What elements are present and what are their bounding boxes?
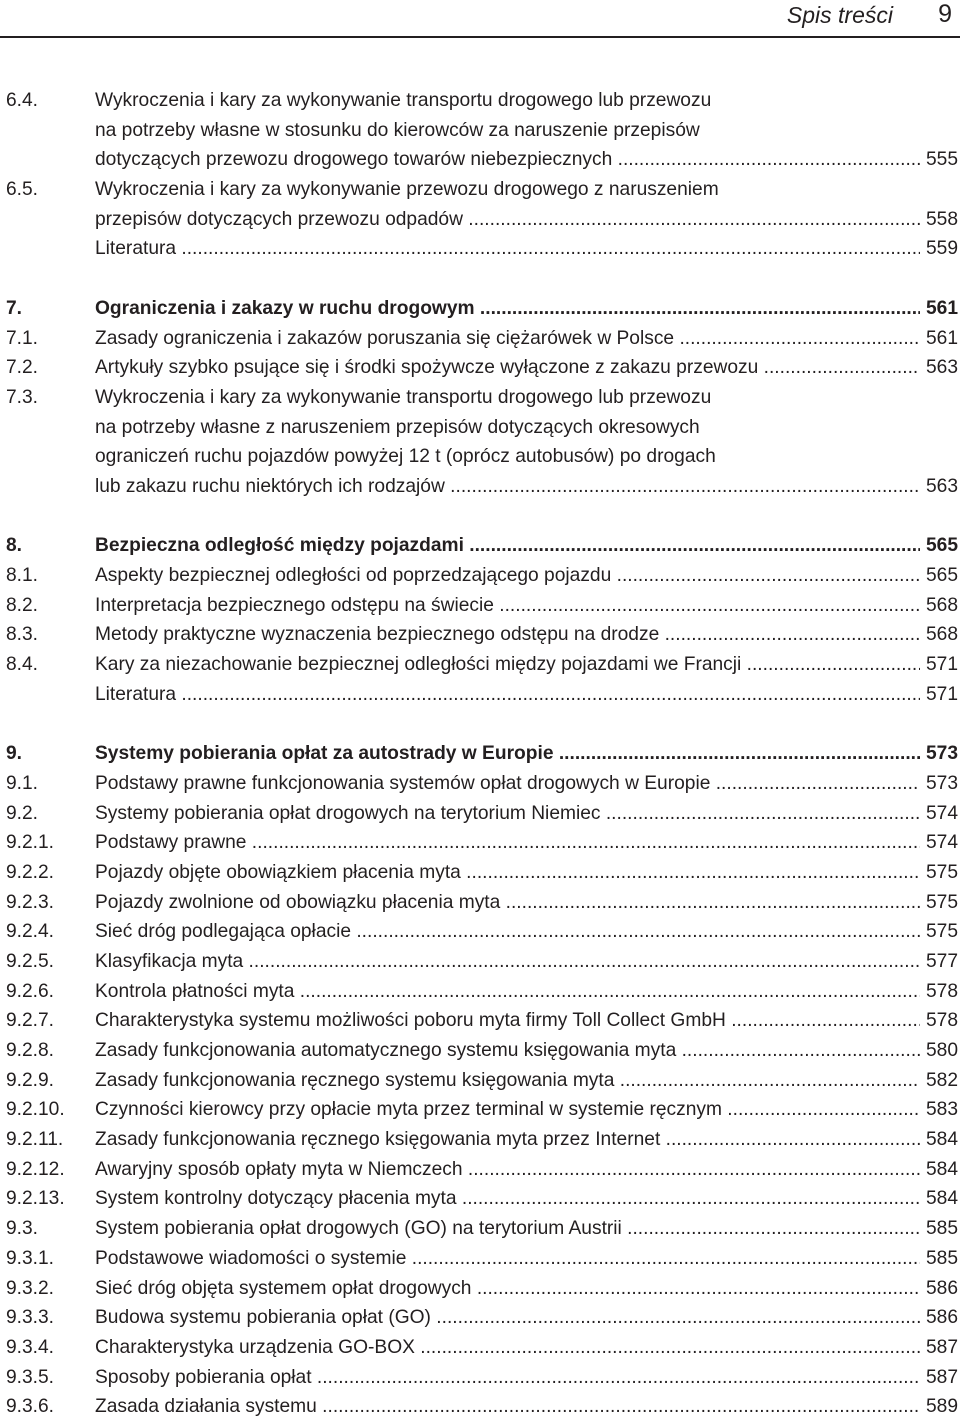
toc-entry-title: na potrzeby własne z naruszeniem przepisów dotyczących okresowych	[95, 416, 700, 438]
page-header	[0, 0, 960, 36]
header-divider	[0, 36, 960, 38]
toc-entry-page: 585	[922, 1214, 958, 1244]
toc-entry[interactable]	[0, 947, 960, 977]
toc-entry-title: Podstawy prawne .....	[95, 828, 920, 858]
toc-entry-number: 9.3.6.	[6, 1396, 55, 1418]
toc-entry-title: Zasady funkcjonowania ręcznego systemu księgowania myta .....	[95, 1066, 920, 1096]
toc-entry-page: 574	[922, 799, 958, 829]
toc-entry-title: Klasyfikacja myta .....	[95, 947, 920, 977]
toc-entry-continuation	[0, 383, 960, 413]
toc-entry[interactable]	[0, 977, 960, 1007]
toc-entry-title: Wykroczenia i kary za wykonywanie transportu drogowego lub przewozu	[95, 386, 712, 408]
toc-entry-page: 586	[922, 1274, 958, 1304]
toc-entry-title: dotyczących przewozu drogowego towarów niebezpiecznych .....	[95, 145, 920, 175]
toc-entry-number: 9.3.	[6, 1218, 39, 1240]
toc-entry[interactable]	[0, 205, 960, 235]
toc-entry[interactable]	[0, 324, 960, 354]
toc-entry[interactable]	[0, 531, 960, 561]
toc-entry[interactable]	[0, 1333, 960, 1363]
section-gap	[0, 709, 960, 739]
toc-entry-number: 9.2.1.	[6, 832, 55, 854]
running-title: Spis treści	[786, 2, 893, 28]
toc-entry[interactable]	[0, 561, 960, 591]
toc-entry-page: 575	[922, 858, 958, 888]
toc-entry-number: 9.3.4.	[6, 1336, 55, 1358]
toc-entry-title: Zasady funkcjonowania ręcznego księgowania myta przez Internet .....	[95, 1125, 920, 1155]
toc-entry-number: 9.2.8.	[6, 1040, 55, 1061]
toc-entry-title: Budowa systemu pobierania opłat (GO) .....	[95, 1303, 920, 1333]
toc-entry-number: 9.1.	[6, 772, 39, 794]
toc-entry[interactable]	[0, 1066, 960, 1096]
toc-entry-title: Zasada działania systemu .....	[95, 1392, 920, 1422]
toc-entry-page: 580	[922, 1036, 958, 1066]
toc-entry[interactable]	[0, 858, 960, 888]
toc-entry-number: 9.2.9.	[6, 1069, 55, 1091]
toc-entry-continuation	[0, 116, 960, 146]
toc-entry-page: 574	[922, 828, 958, 858]
toc-entry[interactable]	[0, 1125, 960, 1155]
toc-entry-page: 565	[922, 531, 958, 561]
toc-entry-number: 9.2.	[6, 802, 39, 824]
toc-entry[interactable]	[0, 650, 960, 680]
toc-entry-number: 9.3.5.	[6, 1366, 55, 1388]
toc-entry-page: 578	[922, 1006, 958, 1036]
toc-entry-number: 9.2.11.	[6, 1129, 64, 1151]
toc-entry-page: 577	[922, 947, 958, 977]
toc-entry-page: 565	[922, 561, 958, 591]
toc-entry-title: Wykroczenia i kary za wykonywanie transportu drogowego lub przewozu	[95, 90, 712, 111]
toc-entry-title: Podstawowe wiadomości o systemie .....	[95, 1244, 920, 1274]
toc-entry-number: 9.3.1.	[6, 1247, 55, 1269]
toc-entry-title: Systemy pobierania opłat za autostrady w Europie .....	[95, 739, 920, 769]
toc-entry-page: 558	[922, 205, 958, 235]
toc-entry-title: przepisów dotyczących przewozu odpadów .....	[95, 205, 920, 235]
toc-entry-title: Podstawy prawne funkcjonowania systemów opłat drogowych w Europie .....	[95, 769, 920, 799]
toc-entry[interactable]	[0, 799, 960, 829]
toc-entry-number: 9.2.10.	[6, 1099, 65, 1121]
toc-entry[interactable]	[0, 1244, 960, 1274]
toc-entry-title: Literatura .....	[95, 234, 920, 264]
toc-entry-page: 587	[922, 1363, 958, 1393]
toc-entry-number: 9.2.5.	[6, 950, 55, 972]
toc-entry-page: 573	[922, 769, 958, 799]
toc-entry-number: 7.3.	[6, 386, 39, 408]
section-gap	[0, 264, 960, 294]
toc-entry-number: 9.2.3.	[6, 891, 55, 913]
toc-entry-title: System pobierania opłat drogowych (GO) na terytorium Austrii .....	[95, 1214, 920, 1244]
toc-entry-title: Pojazdy zwolnione od obowiązku płacenia myta .....	[95, 888, 920, 918]
toc-entry[interactable]	[0, 1303, 960, 1333]
toc-entry-number: 6.5.	[6, 179, 39, 201]
toc-entry-title: Aspekty bezpiecznej odległości od poprzedzającego pojazdu .....	[95, 561, 920, 591]
toc-entry-title: Interpretacja bezpiecznego odstępu na świecie .....	[95, 591, 920, 621]
toc-entry-title: Awaryjny sposób opłaty myta w Niemczech .....	[95, 1155, 920, 1185]
toc-entry[interactable]	[0, 888, 960, 918]
toc-entry-title: lub zakazu ruchu niektórych ich rodzajów .....	[95, 472, 920, 502]
toc-entry-page: 555	[922, 145, 958, 175]
toc-entry-title: System kontrolny dotyczący płacenia myta .....	[95, 1184, 920, 1214]
toc-entry-number: 9.2.12.	[6, 1158, 65, 1180]
toc-entry-page: 568	[922, 620, 958, 650]
toc-entry[interactable]	[0, 353, 960, 383]
toc-entry-page: 575	[922, 917, 958, 947]
toc-entry[interactable]	[0, 1392, 960, 1422]
toc-entry[interactable]	[0, 739, 960, 769]
toc-entry-title: Metody praktyczne wyznaczenia bezpiecznego odstępu na drodze .....	[95, 620, 920, 650]
toc-entry-number: 9.2.2.	[6, 861, 55, 883]
toc-entry-page: 585	[922, 1244, 958, 1274]
toc-entry-number: 8.1.	[6, 565, 39, 586]
toc-entry[interactable]	[0, 769, 960, 799]
toc-entry-title: ograniczeń ruchu pojazdów powyżej 12 t (oprócz autobusów) po drogach	[95, 446, 716, 468]
toc-entry-continuation	[0, 442, 960, 472]
toc-entry-number: 7.1.	[6, 327, 39, 349]
toc-entry-number: 8.3.	[6, 624, 39, 646]
toc-entry-continuation	[0, 86, 960, 116]
toc-entry-title: Kontrola płatności myta .....	[95, 977, 920, 1007]
toc-entry[interactable]	[0, 294, 960, 324]
toc-entry[interactable]	[0, 145, 960, 175]
page-number: 9	[938, 0, 952, 28]
toc-entry-continuation	[0, 175, 960, 205]
toc-entry-title: Kary za niezachowanie bezpiecznej odległości między pojazdami we Francji .....	[95, 650, 920, 680]
toc-entry-title: Sposoby pobierania opłat .....	[95, 1363, 920, 1393]
table-of-contents	[0, 86, 960, 1422]
toc-entry[interactable]	[0, 472, 960, 502]
toc-entry[interactable]	[0, 234, 960, 264]
toc-entry-page: 571	[922, 650, 958, 680]
toc-entry-page: 561	[922, 294, 958, 324]
toc-entry-page: 584	[922, 1125, 958, 1155]
toc-entry-title: Pojazdy objęte obowiązkiem płacenia myta .....	[95, 858, 920, 888]
toc-entry[interactable]	[0, 1095, 960, 1125]
toc-entry[interactable]	[0, 591, 960, 621]
toc-entry-title: Bezpieczna odległość między pojazdami .....	[95, 531, 920, 561]
toc-entry-number: 7.	[6, 297, 23, 319]
section-gap	[0, 502, 960, 532]
toc-entry[interactable]	[0, 1214, 960, 1244]
toc-entry-number: 9.3.2.	[6, 1277, 55, 1299]
toc-entry-number: 9.	[6, 743, 23, 765]
toc-entry-page: 561	[922, 324, 958, 354]
toc-entry-title: Ograniczenia i zakazy w ruchu drogowym .....	[95, 294, 920, 324]
toc-entry-page: 589	[922, 1392, 958, 1422]
toc-entry-number: 7.2.	[6, 357, 39, 379]
toc-entry[interactable]	[0, 1155, 960, 1185]
toc-entry-number: 9.2.4.	[6, 921, 55, 943]
toc-entry-page: 583	[922, 1095, 958, 1125]
toc-entry-page: 575	[922, 888, 958, 918]
toc-entry-number: 9.2.13.	[6, 1188, 65, 1210]
toc-entry-page: 563	[922, 353, 958, 383]
toc-entry[interactable]	[0, 680, 960, 710]
toc-entry[interactable]	[0, 828, 960, 858]
toc-entry-number: 8.4.	[6, 654, 39, 676]
toc-entry[interactable]	[0, 1274, 960, 1304]
toc-entry-title: Zasady funkcjonowania automatycznego systemu księgowania myta .....	[95, 1036, 920, 1066]
toc-entry[interactable]	[0, 1363, 960, 1393]
toc-entry-title: Literatura .....	[95, 680, 920, 710]
toc-entry-continuation	[0, 413, 960, 443]
toc-entry[interactable]	[0, 1036, 960, 1066]
toc-entry[interactable]	[0, 620, 960, 650]
toc-entry-page: 559	[922, 234, 958, 264]
toc-entry-title: Sieć dróg objęta systemem opłat drogowych .....	[95, 1274, 920, 1304]
toc-entry-number: 9.3.3.	[6, 1307, 55, 1329]
toc-entry-page: 568	[922, 591, 958, 621]
toc-entry-page: 587	[922, 1333, 958, 1363]
toc-entry-number: 9.2.6.	[6, 980, 55, 1002]
toc-entry-page: 573	[922, 739, 958, 769]
toc-entry-number: 8.2.	[6, 594, 39, 616]
toc-entry[interactable]	[0, 1006, 960, 1036]
toc-entry-page: 584	[922, 1155, 958, 1185]
toc-entry-title: Artykuły szybko psujące się i środki spożywcze wyłączone z zakazu przewozu .....	[95, 353, 920, 383]
toc-entry[interactable]	[0, 1184, 960, 1214]
toc-entry-title: na potrzeby własne w stosunku do kierowców za naruszenie przepisów	[95, 119, 700, 141]
toc-entry-number: 8.	[6, 535, 23, 557]
toc-entry-title: Charakterystyka urządzenia GO-BOX .....	[95, 1333, 920, 1363]
toc-entry-page: 578	[922, 977, 958, 1007]
toc-entry-title: Wykroczenia i kary za wykonywanie przewozu drogowego z naruszeniem	[95, 179, 719, 201]
toc-entry-page: 582	[922, 1066, 958, 1096]
toc-entry-title: Charakterystyka systemu możliwości poboru myta firmy Toll Collect GmbH .....	[95, 1006, 920, 1036]
toc-entry-title: Systemy pobierania opłat drogowych na terytorium Niemiec .....	[95, 799, 920, 829]
toc-entry-page: 586	[922, 1303, 958, 1333]
toc-entry[interactable]	[0, 917, 960, 947]
toc-entry-title: Czynności kierowcy przy opłacie myta przez terminal w systemie ręcznym .....	[95, 1095, 920, 1125]
toc-entry-title: Zasady ograniczenia i zakazów poruszania się ciężarówek w Polsce .....	[95, 324, 920, 354]
toc-entry-page: 584	[922, 1184, 958, 1214]
toc-entry-page: 563	[922, 472, 958, 502]
toc-entry-page: 571	[922, 680, 958, 710]
toc-entry-title: Sieć dróg podlegająca opłacie .....	[95, 917, 920, 947]
toc-entry-number: 6.4.	[6, 90, 39, 111]
toc-entry-number: 9.2.7.	[6, 1010, 55, 1032]
